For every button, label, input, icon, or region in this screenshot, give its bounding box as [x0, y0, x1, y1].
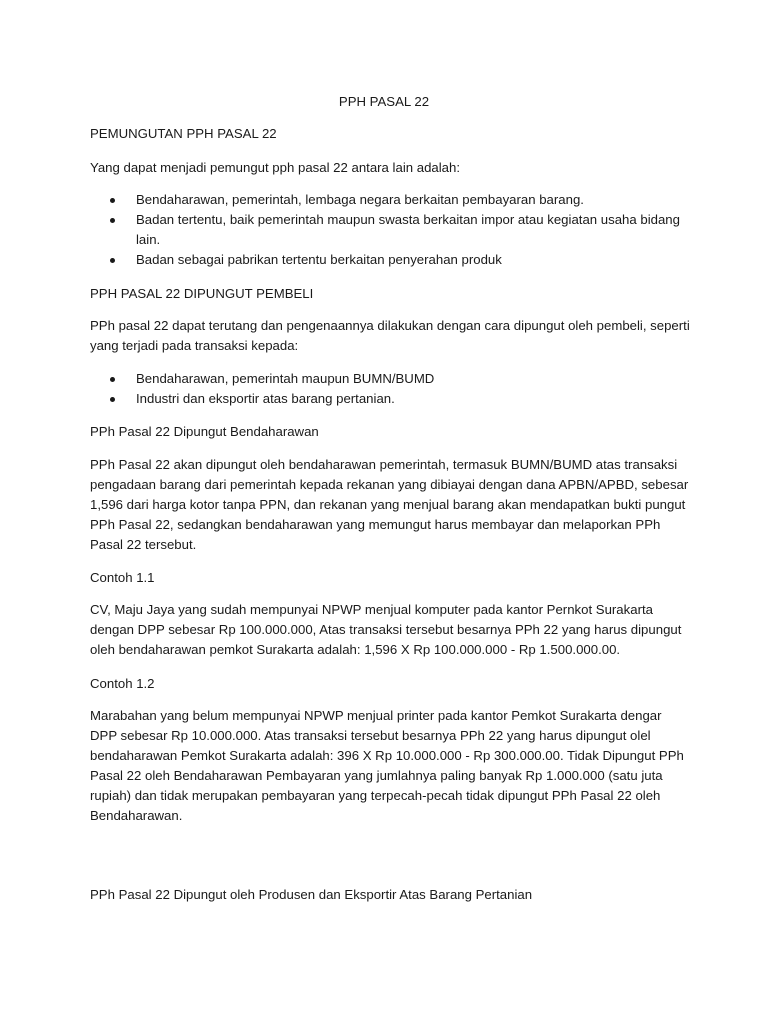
bullet-icon [110, 377, 115, 382]
list-item [90, 210, 690, 250]
bullet-icon [110, 218, 115, 223]
intro-paragraph: Yang dapat menjadi pemungut pph pasal 22 antara lain adalah: [90, 160, 461, 175]
heading-dipungut-produsen: PPh Pasal 22 Dipungut oleh Produsen dan Eksportir Atas Barang Pertanian [90, 887, 533, 902]
pemungut-list [90, 190, 690, 270]
bullet-icon [110, 397, 115, 402]
list-item-text: Industri dan eksportir atas barang pertanian. [136, 391, 395, 406]
bullet-icon [110, 198, 115, 203]
document-title: PPH PASAL 22 [338, 94, 430, 109]
heading-dipungut-bendaharawan: PPh Pasal 22 Dipungut Bendaharawan [90, 424, 319, 439]
contoh-1-label: Contoh 1.1 [90, 570, 155, 585]
list-item-text: Bendaharawan, pemerintah, lembaga negara berkaitan pembayaran barang. [136, 192, 584, 207]
contoh-2-label: Contoh 1.2 [90, 676, 155, 691]
paragraph-pembeli: PPh pasal 22 dapat terutang dan pengenaannya dilakukan dengan cara dipungut oleh pembeli, seperti yang terjadi pada transaksi kepada: [90, 318, 690, 353]
transaksi-list [90, 369, 690, 409]
bullet-icon [110, 258, 115, 263]
list-item [90, 250, 690, 270]
list-item-text: Bendaharawan, pemerintah maupun BUMN/BUMD [136, 371, 435, 386]
list-item-text: Badan sebagai pabrikan tertentu berkaitan penyerahan produk [136, 252, 502, 267]
list-item-text: Badan tertentu, baik pemerintah maupun swasta berkaitan impor atau kegiatan usaha bidang lain. [136, 212, 680, 247]
paragraph-bendaharawan: PPh Pasal 22 akan dipungut oleh bendaharawan pemerintah, termasuk BUMN/BUMD atas transaksi pengadaan barang dari pemerintah kepada rekanan yang dibiayai dengan dana APBN/APBD, sebesar 1,596 dari harga kotor tanpa PPN, dan rekanan yang menjual barang akan mendapatkan bukti pungut PPh Pasal 22, sedangkan bendaharawan yang memungut harus membayar dan melaporkan PPh Pasal 22 tersebut. [90, 457, 689, 552]
contoh-1-paragraph: CV, Maju Jaya yang sudah mempunyai NPWP menjual komputer pada kantor Pernkot Surakarta dengan DPP sebesar Rp 100.000.000, Atas transaksi tersebut besarnya PPh 22 yang harus dipungut oleh bendaharawan pemkot Surakarta adalah: 1,596 X Rp 100.000.000 - Rp 1.500.000.00. [90, 602, 682, 657]
list-item [90, 389, 690, 409]
list-item [90, 369, 690, 389]
heading-pemungutan: PEMUNGUTAN PPH PASAL 22 [90, 126, 277, 141]
contoh-2-paragraph: Marabahan yang belum mempunyai NPWP menjual printer pada kantor Pemkot Surakarta dengar DPP sebesar Rp 10.000.000. Atas transaksi tersebut besarnya PPh 22 yang harus dipungut olel bendaharawan Pemkot Surakarta adalah: 396 X Rp 10.000.000 - Rp 300.000.00. Tidak Dipungut PPh Pasal 22 oleh Bendaharawan Pembayaran yang jumlahnya paling banyak Rp 1.000.000 (satu juta rupiah) dan tidak merupakan pembayaran yang terpecah-pecah tidak dipungut PPh Pasal 22 oleh Bendaharawan. [90, 708, 684, 823]
heading-dipungut-pembeli: PPH PASAL 22 DIPUNGUT PEMBELI [90, 286, 314, 301]
list-item [90, 190, 690, 210]
